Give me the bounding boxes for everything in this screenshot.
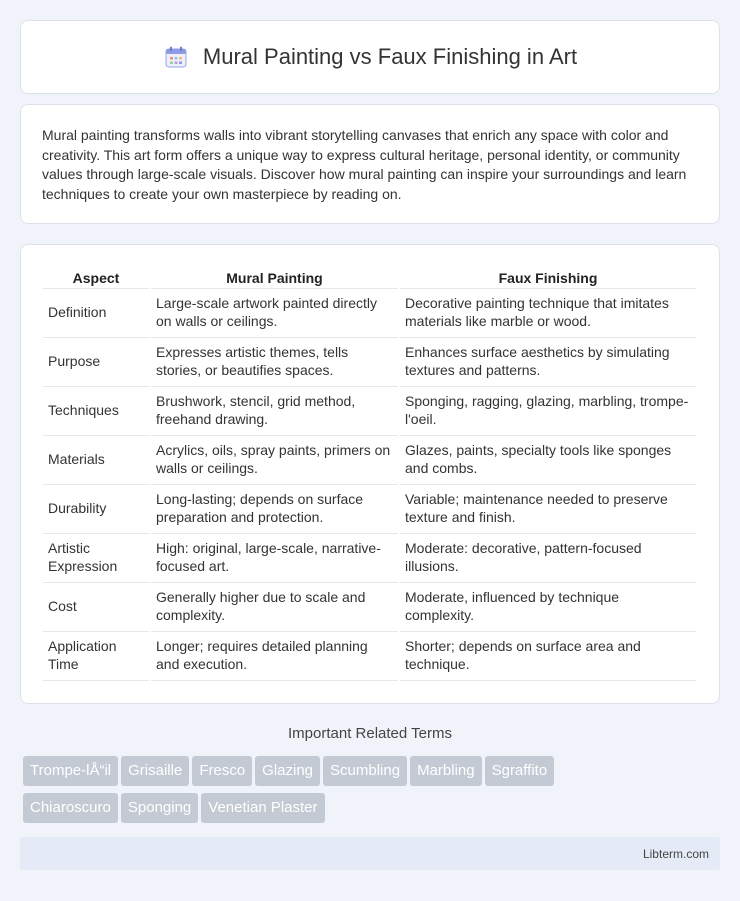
aspect-cell: Definition	[43, 289, 149, 338]
faux-cell: Variable; maintenance needed to preserve texture and finish.	[400, 485, 696, 534]
aspect-cell: Application Time	[43, 632, 149, 681]
faux-cell: Moderate, influenced by technique complexity.	[400, 583, 696, 632]
table-row	[43, 387, 696, 436]
related-terms-list	[23, 756, 723, 830]
comparison-table-card	[20, 244, 720, 704]
table-row	[43, 534, 696, 583]
header-faux-finishing: Faux Finishing	[400, 265, 696, 289]
intro-card	[20, 104, 720, 224]
mural-cell: Longer; requires detailed planning and execution.	[151, 632, 398, 681]
faux-cell: Moderate: decorative, pattern-focused illusions.	[400, 534, 696, 583]
related-terms-heading: Important Related Terms	[288, 725, 452, 742]
aspect-cell: Techniques	[43, 387, 149, 436]
table-row	[43, 436, 696, 485]
term-tag[interactable]: Scumbling	[323, 756, 407, 786]
term-tag[interactable]: Glazing	[255, 756, 320, 786]
table-row	[43, 338, 696, 387]
header-aspect: Aspect	[43, 265, 149, 289]
term-tag[interactable]: Marbling	[410, 756, 482, 786]
title-card	[20, 20, 720, 94]
aspect-cell: Artistic Expression	[43, 534, 149, 583]
mural-cell: Acrylics, oils, spray paints, primers on walls or ceilings.	[151, 436, 398, 485]
term-tag[interactable]: Sponging	[121, 793, 198, 823]
table-row	[43, 632, 696, 681]
mural-cell: High: original, large-scale, narrative-focused art.	[151, 534, 398, 583]
term-tag[interactable]: Sgraffito	[485, 756, 555, 786]
faux-cell: Enhances surface aesthetics by simulating textures and patterns.	[400, 338, 696, 387]
faux-cell: Sponging, ragging, glazing, marbling, trompe-l'oeil.	[400, 387, 696, 436]
faux-cell: Decorative painting technique that imitates materials like marble or wood.	[400, 289, 696, 338]
term-tag[interactable]: Venetian Plaster	[201, 793, 324, 823]
term-tag[interactable]: Grisaille	[121, 756, 189, 786]
page-title: Mural Painting vs Faux Finishing in Art	[202, 44, 578, 69]
footer-site-link[interactable]: Libterm.com	[642, 847, 709, 861]
mural-cell: Generally higher due to scale and complexity.	[151, 583, 398, 632]
term-tag[interactable]: Trompe-lÅ“il	[23, 756, 118, 786]
faux-cell: Shorter; depends on surface area and technique.	[400, 632, 696, 681]
term-tag[interactable]: Fresco	[192, 756, 252, 786]
header-mural-painting: Mural Painting	[151, 265, 398, 289]
faux-cell: Glazes, paints, specialty tools like sponges and combs.	[400, 436, 696, 485]
intro-text: Mural painting transforms walls into vibrant storytelling canvases that enrich any space with color and creativity. This art form offers a unique way to express cultural heritage, personal identity, or community values through large-scale visuals. Discover how mural painting can inspire your surroundings and learn techniques to create your own masterpiece by reading on.	[42, 127, 687, 202]
table-row	[43, 583, 696, 632]
aspect-cell: Durability	[43, 485, 149, 534]
table-row	[43, 289, 696, 338]
mural-cell: Brushwork, stencil, grid method, freehand drawing.	[151, 387, 398, 436]
footer	[20, 837, 720, 870]
comparison-table	[41, 265, 698, 681]
aspect-cell: Cost	[43, 583, 149, 632]
term-tag[interactable]: Chiaroscuro	[23, 793, 118, 823]
aspect-cell: Materials	[43, 436, 149, 485]
table-row	[43, 485, 696, 534]
table-header-row	[43, 265, 696, 289]
mural-cell: Expresses artistic themes, tells stories, or beautifies spaces.	[151, 338, 398, 387]
aspect-cell: Purpose	[43, 338, 149, 387]
mural-cell: Long-lasting; depends on surface preparation and protection.	[151, 485, 398, 534]
mural-cell: Large-scale artwork painted directly on walls or ceilings.	[151, 289, 398, 338]
calendar-icon	[163, 44, 189, 70]
